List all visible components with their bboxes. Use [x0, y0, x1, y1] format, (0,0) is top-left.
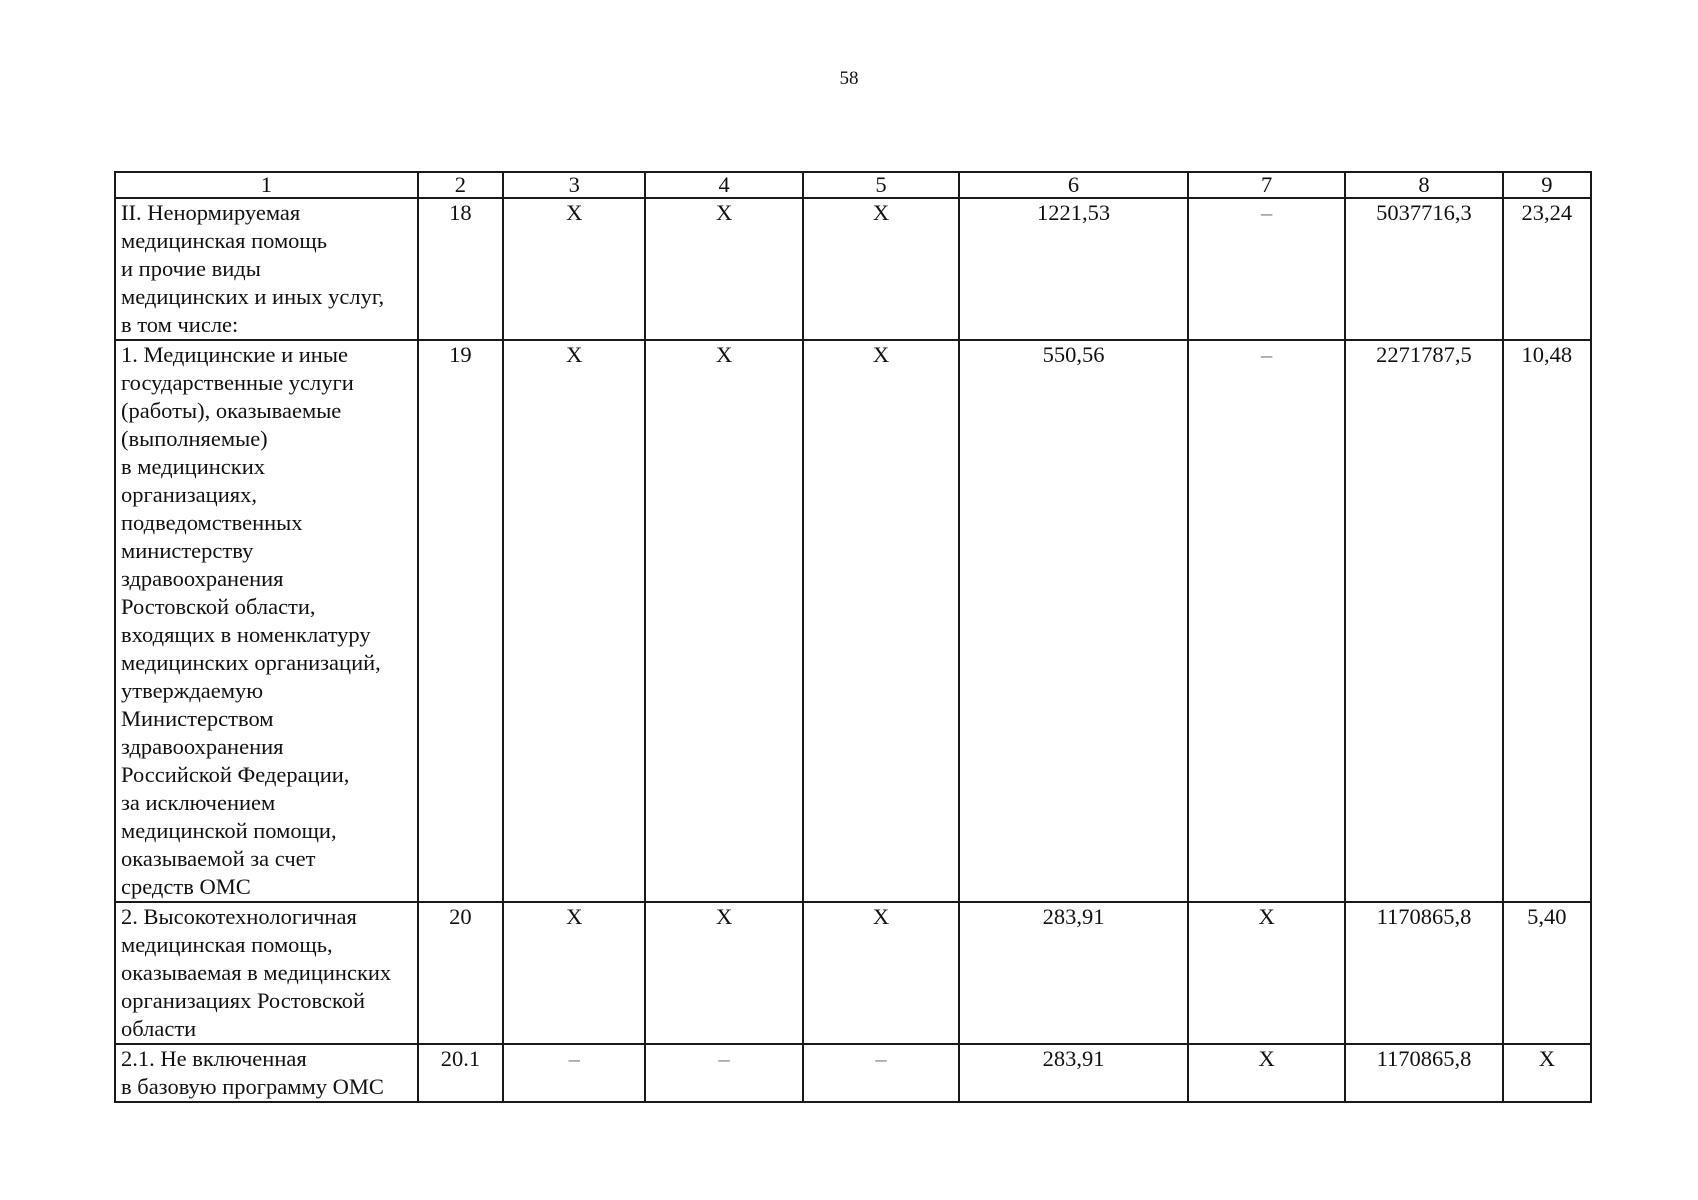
cell-col-5: Х [803, 340, 959, 902]
cell-col-4: Х [645, 902, 802, 1044]
cell-col-5: Х [803, 198, 959, 340]
column-number: 3 [503, 172, 645, 198]
cell-col-4: – [645, 1044, 802, 1102]
column-number: 5 [803, 172, 959, 198]
cell-col-3: Х [503, 198, 645, 340]
row-code: 19 [418, 340, 503, 902]
cell-col-7: Х [1188, 902, 1345, 1044]
cell-col-9: Х [1503, 1044, 1591, 1102]
cell-col-4: Х [645, 198, 802, 340]
cell-col-8: 2271787,5 [1345, 340, 1502, 902]
page-number: 58 [839, 68, 859, 89]
cell-col-7: – [1188, 198, 1345, 340]
cell-col-4: Х [645, 340, 802, 902]
cell-col-8: 1170865,8 [1345, 1044, 1502, 1102]
cell-col-5: Х [803, 902, 959, 1044]
cell-col-3: Х [503, 340, 645, 902]
table-row [115, 1044, 1591, 1102]
row-name: II. Ненормируемая медицинская помощь и прочие виды медицинских и иных услуг, в том числе: [115, 198, 418, 340]
cell-col-5: – [803, 1044, 959, 1102]
cell-col-3: – [503, 1044, 645, 1102]
table-row [115, 340, 1591, 902]
column-number: 1 [115, 172, 418, 198]
column-number: 2 [418, 172, 503, 198]
row-name: 1. Медицинские и иные государственные услуги (работы), оказываемые (выполняемые) в медицинских организациях, подведомственных министерству здравоохранения Ростовской области, входящих в номенклатуру медицинских организаций, утверждаемую Министерством здравоохранения Российской Федерации, за исключением медицинской помощи, оказываемой за счет средств ОМС [115, 340, 418, 902]
data-table [114, 171, 1592, 1103]
column-number: 4 [645, 172, 802, 198]
cell-col-7: Х [1188, 1044, 1345, 1102]
table-row [115, 198, 1591, 340]
row-code: 20 [418, 902, 503, 1044]
cell-col-8: 5037716,3 [1345, 198, 1502, 340]
row-name: 2.1. Не включенная в базовую программу ОМС [115, 1044, 418, 1102]
cell-col-9: 5,40 [1503, 902, 1591, 1044]
cell-col-3: Х [503, 902, 645, 1044]
table-row [115, 902, 1591, 1044]
cell-col-8: 1170865,8 [1345, 902, 1502, 1044]
cell-col-7: – [1188, 340, 1345, 902]
column-number: 6 [959, 172, 1188, 198]
cell-col-6: 283,91 [959, 1044, 1188, 1102]
column-number: 9 [1503, 172, 1591, 198]
column-number: 8 [1345, 172, 1502, 198]
cell-col-9: 10,48 [1503, 340, 1591, 902]
column-number: 7 [1188, 172, 1345, 198]
cell-col-9: 23,24 [1503, 198, 1591, 340]
cell-col-6: 283,91 [959, 902, 1188, 1044]
cell-col-6: 1221,53 [959, 198, 1188, 340]
cell-col-6: 550,56 [959, 340, 1188, 902]
row-code: 18 [418, 198, 503, 340]
row-name: 2. Высокотехнологичная медицинская помощь, оказываемая в медицинских организациях Ростовской области [115, 902, 418, 1044]
row-code: 20.1 [418, 1044, 503, 1102]
column-number-row [115, 172, 1591, 198]
